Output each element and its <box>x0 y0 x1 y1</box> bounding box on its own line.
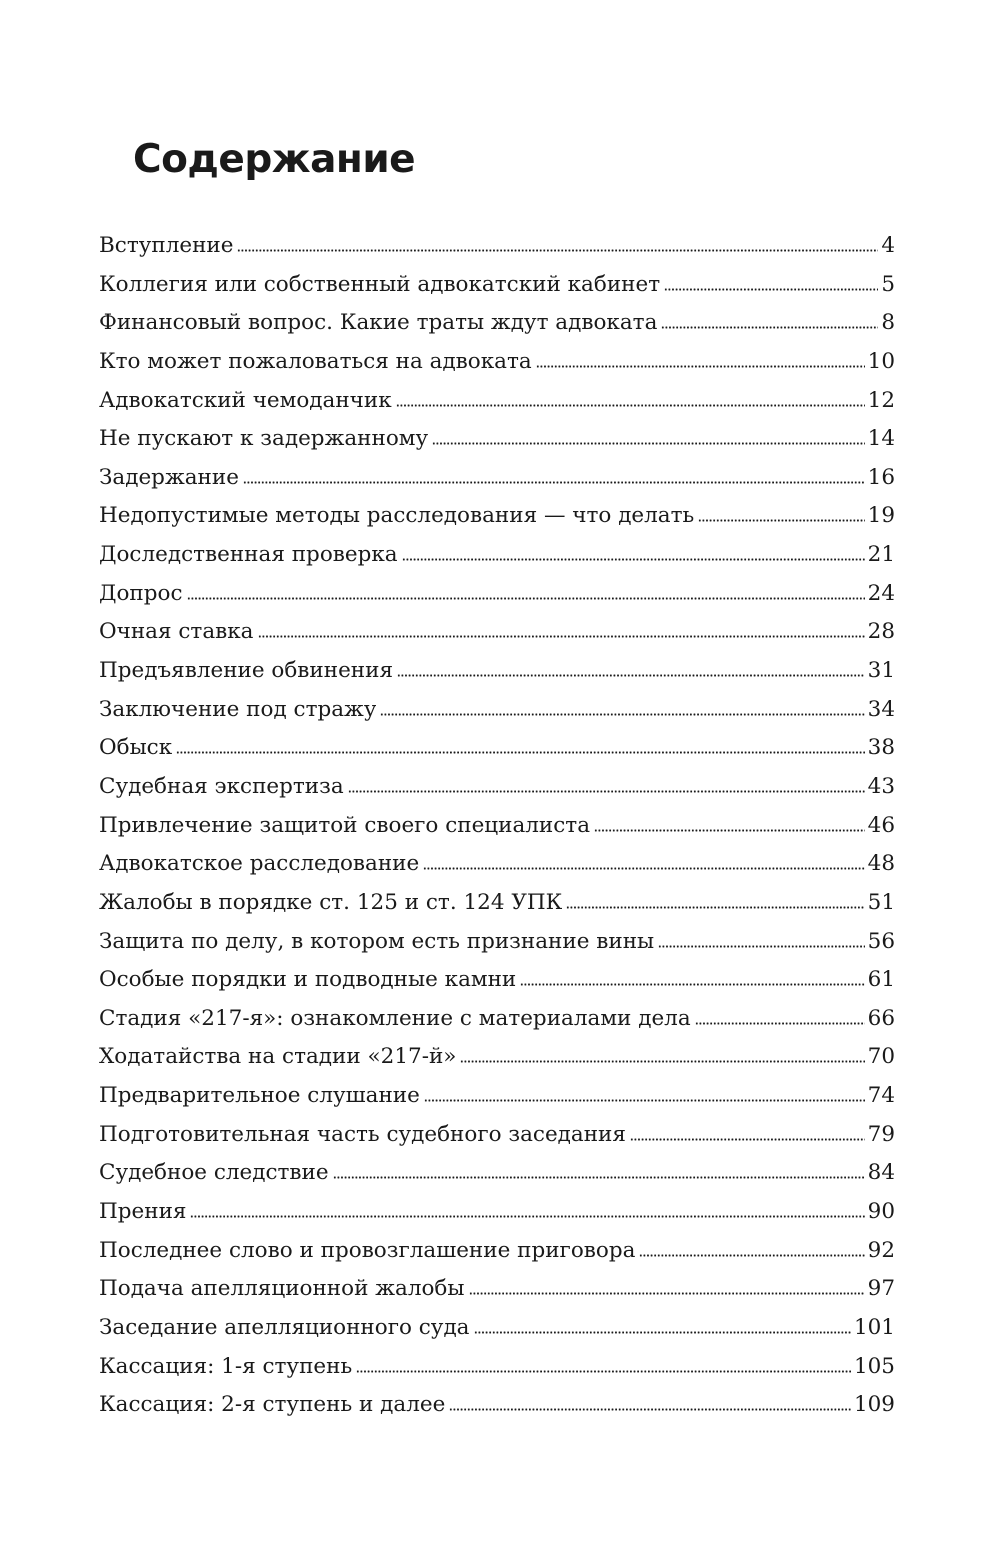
toc-entry[interactable] <box>99 961 895 1000</box>
toc-entry-label: Заседание апелляционного суда <box>99 1314 470 1340</box>
dot-leader <box>664 285 878 291</box>
toc-entry-page-number: 66 <box>867 1005 895 1031</box>
toc-entry[interactable] <box>99 497 895 536</box>
toc-entry[interactable] <box>99 884 895 923</box>
dot-leader <box>176 748 864 754</box>
toc-entry-label: Подготовительная часть судебного заседания <box>99 1121 626 1147</box>
toc-entry[interactable] <box>99 845 895 884</box>
toc-entry-label: Особые порядки и подводные камни <box>99 967 517 993</box>
toc-entry-label: Адвокатское расследование <box>99 851 420 877</box>
toc-entry-page-number: 24 <box>867 580 895 606</box>
toc-entry-label: Ходатайства на стадии «217-й» <box>99 1044 457 1070</box>
toc-entry-label: Вступление <box>99 233 234 258</box>
toc-entry-label: Допрос <box>99 580 183 606</box>
toc-entry-label: Стадия «217-я»: ознакомление с материалами дела <box>99 1005 691 1031</box>
dot-leader <box>424 1096 865 1102</box>
toc-entry-page-number: 70 <box>867 1044 895 1070</box>
dot-leader <box>658 942 865 948</box>
toc-entry-label: Очная ставка <box>99 619 254 645</box>
toc-entry-page-number: 90 <box>867 1199 895 1225</box>
toc-entry[interactable] <box>99 1193 895 1232</box>
toc-entry-page-number: 92 <box>867 1237 895 1263</box>
toc-entry-page-number: 16 <box>867 464 895 490</box>
toc-entry-label: Кассация: 1-я ступень <box>99 1353 353 1379</box>
toc-entry-page-number: 48 <box>867 851 895 877</box>
toc-entry-label: Кассация: 2-я ступень и далее <box>99 1392 446 1418</box>
toc-entry-label: Предварительное слушание <box>99 1083 420 1109</box>
toc-entry[interactable] <box>99 420 895 459</box>
toc-entry-page-number: 97 <box>867 1276 895 1302</box>
toc-entry-label: Задержание <box>99 464 239 490</box>
toc-entry[interactable] <box>99 1348 895 1387</box>
dot-leader <box>661 323 878 329</box>
dot-leader <box>380 710 864 716</box>
toc-entry[interactable] <box>99 382 895 421</box>
toc-entry[interactable] <box>99 575 895 614</box>
dot-leader <box>639 1251 864 1257</box>
dot-leader <box>449 1405 851 1411</box>
toc-entry[interactable] <box>99 691 895 730</box>
toc-entry[interactable] <box>99 1000 895 1039</box>
toc-entry[interactable] <box>99 1038 895 1077</box>
toc-entry[interactable] <box>99 652 895 691</box>
toc-entry-page-number: 19 <box>867 503 895 529</box>
dot-leader <box>356 1367 851 1373</box>
toc-entry-label: Доследственная проверка <box>99 542 398 568</box>
toc-entry[interactable] <box>99 536 895 575</box>
toc-entry[interactable] <box>99 304 895 343</box>
dot-leader <box>423 864 864 870</box>
dot-leader <box>630 1135 865 1141</box>
toc-entry[interactable] <box>99 459 895 498</box>
toc-entry[interactable] <box>99 1386 895 1425</box>
toc-entry-label: Прения <box>99 1199 187 1225</box>
toc-entry[interactable] <box>99 807 895 846</box>
dot-leader <box>397 671 865 677</box>
toc-entry-page-number: 8 <box>881 310 895 336</box>
toc-entry-page-number: 5 <box>881 271 895 297</box>
dot-leader <box>536 362 865 368</box>
dot-leader <box>190 1212 864 1218</box>
toc-entry-page-number: 51 <box>867 889 895 915</box>
toc-entry[interactable] <box>99 1154 895 1193</box>
toc-entry-page-number: 10 <box>867 348 895 374</box>
dot-leader <box>594 826 865 832</box>
dot-leader <box>695 1019 865 1025</box>
toc-entry-page-number: 31 <box>867 658 895 684</box>
toc-entry-page-number: 12 <box>867 387 895 413</box>
toc-entry[interactable] <box>99 1116 895 1155</box>
toc-entry-page-number: 56 <box>867 928 895 954</box>
toc-entry[interactable] <box>99 266 895 305</box>
dot-leader <box>187 594 865 600</box>
dot-leader <box>460 1057 864 1063</box>
toc-entry-page-number: 46 <box>867 812 895 838</box>
toc-entry-page-number: 79 <box>867 1121 895 1147</box>
toc-entry[interactable] <box>99 923 895 962</box>
toc-entry[interactable] <box>99 768 895 807</box>
dot-leader <box>432 439 864 445</box>
toc-entry-page-number: 28 <box>867 619 895 645</box>
toc-entry-label: Защита по делу, в котором есть признание вины <box>99 928 655 954</box>
toc-entry-label: Предъявление обвинения <box>99 658 394 684</box>
toc-entry-label: Финансовый вопрос. Какие траты ждут адвоката <box>99 310 658 336</box>
toc-entry-label: Кто может пожаловаться на адвоката <box>99 348 532 374</box>
toc-entry-label: Не пускают к задержанному <box>99 426 429 452</box>
toc-entry-page-number: 21 <box>867 542 895 568</box>
toc-entry-label: Адвокатский чемоданчик <box>99 387 392 413</box>
dot-leader <box>469 1289 865 1295</box>
toc-entry[interactable] <box>99 1309 895 1348</box>
toc-entry-page-number: 74 <box>867 1083 895 1109</box>
toc-entry-page-number: 105 <box>853 1353 895 1379</box>
toc-entry-page-number: 34 <box>867 696 895 722</box>
toc-entry-label: Привлечение защитой своего специалиста <box>99 812 591 838</box>
dot-leader <box>237 246 878 252</box>
page-title: Содержание <box>133 137 416 182</box>
toc-entry-label: Обыск <box>99 735 173 761</box>
dot-leader <box>396 401 865 407</box>
dot-leader <box>520 980 864 986</box>
toc-entry[interactable] <box>99 227 895 266</box>
toc-entry[interactable] <box>99 343 895 382</box>
toc-entry-page-number: 38 <box>867 735 895 761</box>
toc-entry-page-number: 101 <box>853 1314 895 1340</box>
dot-leader <box>402 555 865 561</box>
toc-entry-label: Коллегия или собственный адвокатский кабинет <box>99 271 661 297</box>
toc-entry[interactable] <box>99 1270 895 1309</box>
toc-entry-label: Заключение под стражу <box>99 696 377 722</box>
table-of-contents <box>99 227 895 1425</box>
toc-entry-page-number: 61 <box>867 967 895 993</box>
dot-leader <box>333 1173 865 1179</box>
toc-entry[interactable] <box>99 1232 895 1271</box>
toc-entry-label: Судебная экспертиза <box>99 773 344 799</box>
toc-entry-label: Последнее слово и провозглашение приговора <box>99 1237 636 1263</box>
toc-entry[interactable] <box>99 1077 895 1116</box>
toc-entry-label: Недопустимые методы расследования — что делать <box>99 503 695 529</box>
dot-leader <box>566 903 864 909</box>
dot-leader <box>698 516 864 522</box>
toc-entry-label: Жалобы в порядке ст. 125 и ст. 124 УПК <box>99 889 563 915</box>
toc-entry-label: Судебное следствие <box>99 1160 329 1186</box>
toc-entry-page-number: 84 <box>867 1160 895 1186</box>
toc-entry-page-number: 43 <box>867 773 895 799</box>
dot-leader <box>243 478 865 484</box>
toc-entry[interactable] <box>99 729 895 768</box>
toc-entry-page-number: 14 <box>867 426 895 452</box>
toc-entry-label: Подача апелляционной жалобы <box>99 1276 465 1302</box>
dot-leader <box>258 632 865 638</box>
dot-leader <box>474 1328 851 1334</box>
dot-leader <box>348 787 865 793</box>
toc-entry-page-number: 4 <box>881 233 895 258</box>
toc-entry-page-number: 109 <box>853 1392 895 1418</box>
toc-entry[interactable] <box>99 613 895 652</box>
